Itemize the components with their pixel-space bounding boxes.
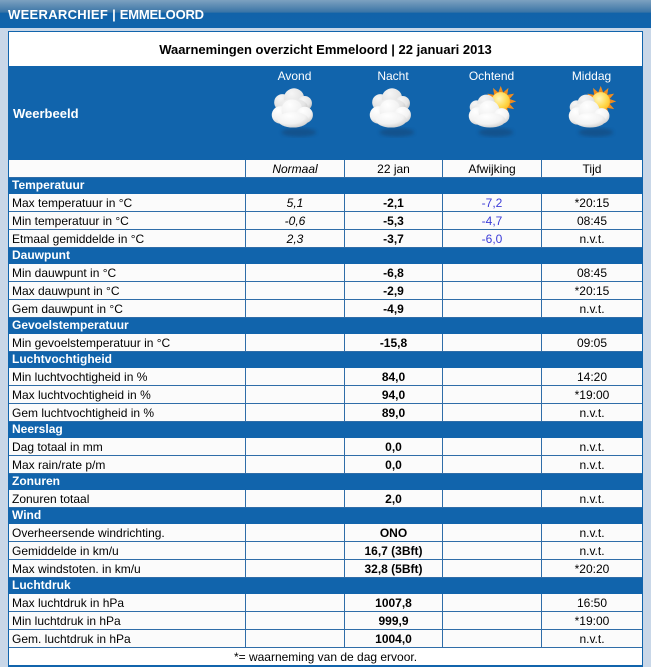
value-dag: 2,0 [344, 490, 442, 508]
value-dag: ONO [344, 524, 442, 542]
table-row [9, 386, 642, 404]
value-normaal [245, 334, 344, 352]
column-header-row [9, 160, 642, 178]
section-header-wind: Wind [9, 508, 642, 524]
column-header-tijd: Tijd [541, 160, 642, 178]
row-label: Min luchtdruk in hPa [9, 612, 245, 630]
table-row [9, 490, 642, 508]
value-dag: 32,8 (5Bft) [344, 560, 442, 578]
value-normaal [245, 560, 344, 578]
row-label: Dag totaal in mm [9, 438, 245, 456]
value-afwijking [442, 334, 541, 352]
value-normaal [245, 368, 344, 386]
value-tijd: n.v.t. [541, 490, 642, 508]
weather-observations-table [8, 31, 643, 667]
column-header-afwijking: Afwijking [442, 160, 541, 178]
value-tijd: n.v.t. [541, 630, 642, 648]
section-header-dauwpunt: Dauwpunt [9, 248, 642, 264]
footnote: *= waarneming van de dag ervoor. [9, 648, 642, 665]
period-column-ochtend [442, 67, 541, 159]
row-label: Max dauwpunt in °C [9, 282, 245, 300]
value-normaal [245, 490, 344, 508]
row-label: Min dauwpunt in °C [9, 264, 245, 282]
section-header-gevoelstemperatuur: Gevoelstemperatuur [9, 318, 642, 334]
row-label: Gem luchtvochtigheid in % [9, 404, 245, 422]
value-afwijking [442, 594, 541, 612]
column-header-dag: 22 jan [344, 160, 442, 178]
period-label: Nacht [377, 69, 409, 83]
value-dag: -3,7 [344, 230, 442, 248]
cloudy-icon [264, 85, 326, 141]
value-normaal [245, 404, 344, 422]
table-row [9, 560, 642, 578]
value-tijd: 08:45 [541, 212, 642, 230]
value-dag: -15,8 [344, 334, 442, 352]
table-row [9, 594, 642, 612]
table-row [9, 612, 642, 630]
value-normaal [245, 282, 344, 300]
value-tijd: *20:15 [541, 194, 642, 212]
app-title: WEERARCHIEF [8, 6, 109, 22]
value-dag: 84,0 [344, 368, 442, 386]
value-tijd: n.v.t. [541, 300, 642, 318]
column-header-spacer [9, 160, 245, 178]
value-tijd: n.v.t. [541, 456, 642, 474]
table-row [9, 524, 642, 542]
table-row [9, 456, 642, 474]
value-dag: -2,9 [344, 282, 442, 300]
table-row [9, 334, 642, 352]
row-label: Max luchtvochtigheid in % [9, 386, 245, 404]
value-tijd: 14:20 [541, 368, 642, 386]
period-label: Middag [571, 69, 612, 83]
value-normaal: 2,3 [245, 230, 344, 248]
period-column-nacht [344, 67, 442, 159]
value-afwijking [442, 404, 541, 422]
value-afwijking [442, 282, 541, 300]
value-afwijking [442, 438, 541, 456]
value-dag: 0,0 [344, 456, 442, 474]
row-label: Gem. luchtdruk in hPa [9, 630, 245, 648]
table-row [9, 194, 642, 212]
value-dag: 16,7 (3Bft) [344, 542, 442, 560]
row-label: Min temperatuur in °C [9, 212, 245, 230]
sun-cloudy-icon [461, 85, 523, 141]
value-afwijking [442, 612, 541, 630]
value-tijd: n.v.t. [541, 542, 642, 560]
table-row [9, 438, 642, 456]
value-tijd: 16:50 [541, 594, 642, 612]
app-location: EMMELOORD [119, 6, 204, 22]
value-normaal [245, 630, 344, 648]
value-tijd: n.v.t. [541, 524, 642, 542]
value-normaal [245, 264, 344, 282]
value-afwijking [442, 524, 541, 542]
value-tijd: *19:00 [541, 386, 642, 404]
table-row [9, 212, 642, 230]
value-normaal [245, 594, 344, 612]
section-header-zonuren: Zonuren [9, 474, 642, 490]
section-header-neerslag: Neerslag [9, 422, 642, 438]
value-dag: 1007,8 [344, 594, 442, 612]
value-dag: -2,1 [344, 194, 442, 212]
row-label: Gem dauwpunt in °C [9, 300, 245, 318]
section-header-temperatuur: Temperatuur [9, 178, 642, 194]
column-header-normaal: Normaal [245, 160, 344, 178]
value-normaal [245, 456, 344, 474]
value-normaal [245, 542, 344, 560]
row-label: Zonuren totaal [9, 490, 245, 508]
row-label: Max temperatuur in °C [9, 194, 245, 212]
value-afwijking: -7,2 [442, 194, 541, 212]
value-normaal [245, 300, 344, 318]
weerbeeld-label: Weerbeeld [13, 105, 79, 121]
table-row [9, 282, 642, 300]
row-label: Max rain/rate p/m [9, 456, 245, 474]
row-label: Min gevoelstemperatuur in °C [9, 334, 245, 352]
value-tijd: n.v.t. [541, 404, 642, 422]
value-normaal [245, 524, 344, 542]
value-afwijking [442, 386, 541, 404]
value-tijd: *20:15 [541, 282, 642, 300]
section-header-luchtdruk: Luchtdruk [9, 578, 642, 594]
weerbeeld-row [9, 67, 642, 160]
value-afwijking [442, 560, 541, 578]
app-title-separator: | [112, 6, 116, 22]
table-row [9, 542, 642, 560]
period-column-middag [541, 67, 642, 159]
value-afwijking: -4,7 [442, 212, 541, 230]
row-label: Min luchtvochtigheid in % [9, 368, 245, 386]
value-tijd: n.v.t. [541, 230, 642, 248]
value-afwijking [442, 456, 541, 474]
table-row [9, 230, 642, 248]
value-dag: 94,0 [344, 386, 442, 404]
row-label: Overheersende windrichting. [9, 524, 245, 542]
table-row [9, 368, 642, 386]
value-afwijking [442, 490, 541, 508]
table-title: Waarnemingen overzicht Emmeloord | 22 januari 2013 [9, 32, 642, 67]
row-label: Max windstoten. in km/u [9, 560, 245, 578]
table-row [9, 630, 642, 648]
table-row [9, 300, 642, 318]
value-afwijking [442, 368, 541, 386]
value-dag: -4,9 [344, 300, 442, 318]
cloudy-icon [362, 85, 424, 141]
section-header-luchtvochtigheid: Luchtvochtigheid [9, 352, 642, 368]
value-tijd: *20:20 [541, 560, 642, 578]
value-dag: 89,0 [344, 404, 442, 422]
value-afwijking [442, 264, 541, 282]
value-tijd: *19:00 [541, 612, 642, 630]
value-normaal: -0,6 [245, 212, 344, 230]
table-row [9, 264, 642, 282]
value-afwijking: -6,0 [442, 230, 541, 248]
period-column-avond [245, 67, 344, 159]
row-label: Gemiddelde in km/u [9, 542, 245, 560]
sun-cloudy-icon [561, 85, 623, 141]
value-normaal [245, 386, 344, 404]
value-dag: -5,3 [344, 212, 442, 230]
value-tijd: 08:45 [541, 264, 642, 282]
row-label: Max luchtdruk in hPa [9, 594, 245, 612]
value-dag: -6,8 [344, 264, 442, 282]
table-row [9, 404, 642, 422]
period-label: Ochtend [468, 69, 515, 83]
app-header [0, 0, 651, 28]
value-dag: 1004,0 [344, 630, 442, 648]
value-tijd: 09:05 [541, 334, 642, 352]
value-afwijking [442, 542, 541, 560]
value-afwijking [442, 630, 541, 648]
value-normaal [245, 612, 344, 630]
value-normaal [245, 438, 344, 456]
value-tijd: n.v.t. [541, 438, 642, 456]
period-label: Avond [277, 69, 312, 83]
value-afwijking [442, 300, 541, 318]
value-normaal: 5,1 [245, 194, 344, 212]
value-dag: 0,0 [344, 438, 442, 456]
value-dag: 999,9 [344, 612, 442, 630]
row-label: Etmaal gemiddelde in °C [9, 230, 245, 248]
